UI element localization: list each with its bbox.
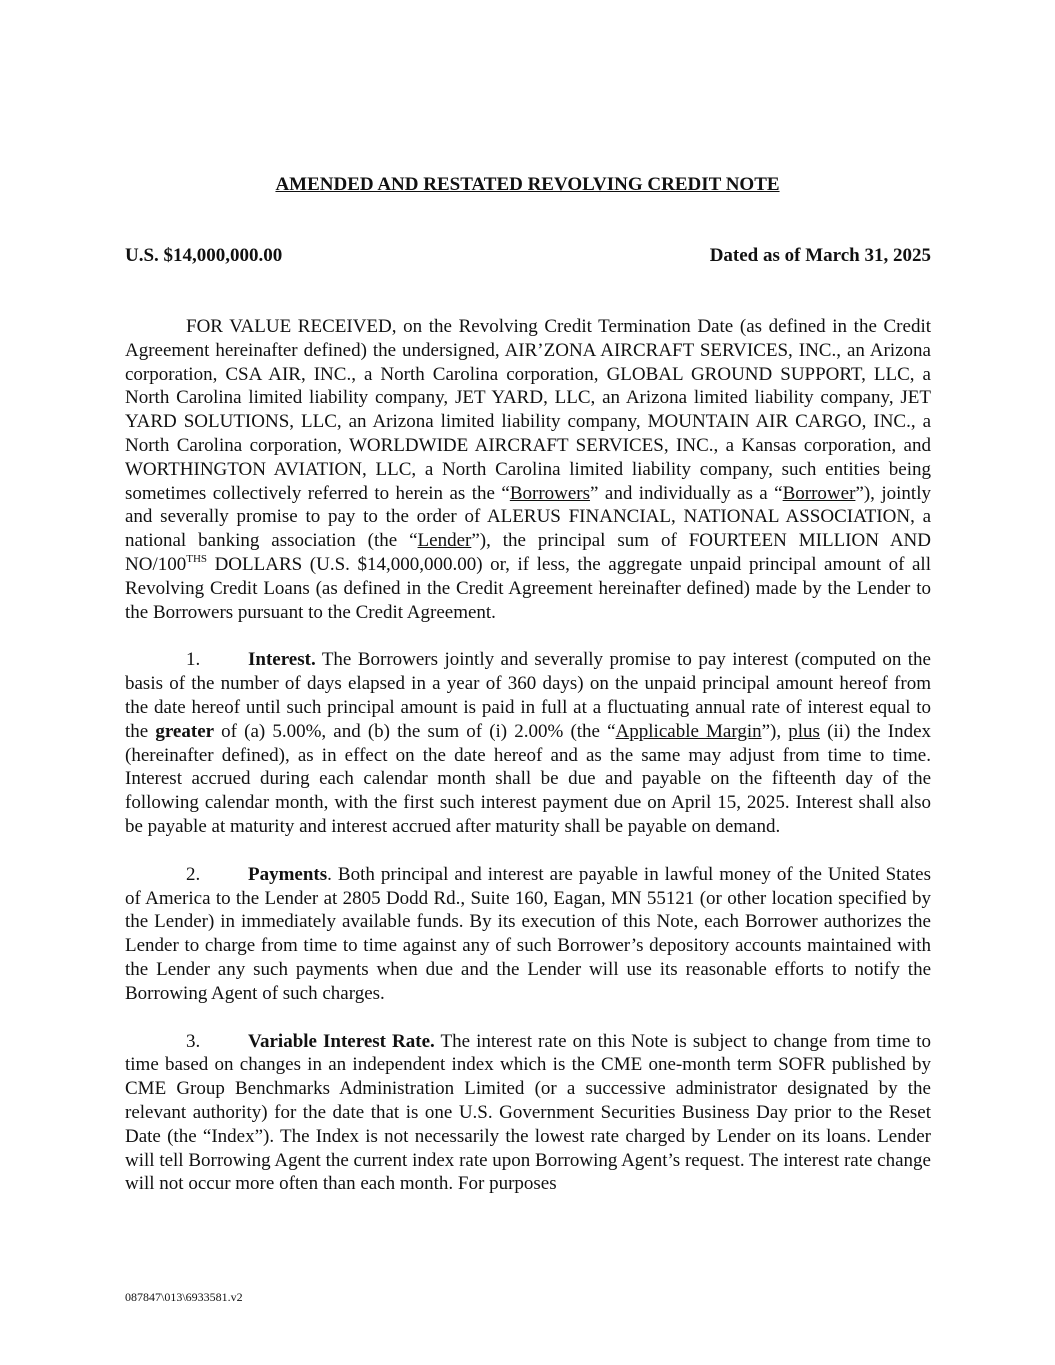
defined-term-lender: Lender <box>417 530 472 552</box>
page-title: AMENDED AND RESTATED REVOLVING CREDIT NOTE <box>275 174 780 195</box>
section-heading: Interest. <box>248 649 316 671</box>
preamble-text: FOR VALUE RECEIVED, on the Revolving Credit Termination Date (as defined in the Credit Agreement hereinafter defined) the undersigned, AIR’ZONA AIRCRAFT SERVICES, INC., an Arizona corporation, CSA AIR, INC., a North Carolina corporation, GLOBAL GROUND SUPPORT, LLC, a North Carolina limited liability company, JET YARD, LLC, an Arizona limited liability company, JET YARD SOLUTIONS, LLC, an Arizona limited liability company, MOUNTAIN AIR CARGO, INC., a North Carolina corporation, WORLDWIDE AIRCRAFT SERVICES, INC., a Kansas corporation, and WORTHINGTON AVIATION, LLC, a North Carolina limited liability company, such entities being sometimes collectively referred to herein as the “ <box>125 316 931 504</box>
section-text: ”), <box>761 720 789 742</box>
preamble-text: DOLLARS (U.S. $14,000,000.00) or, if less, the aggregate unpaid principal amount of all Revolving Credit Loans (as defined in the Credit Agreement hereinafter defined) made by the Lender to the Borrowers pursuant to the Credit Agreement. <box>125 553 931 623</box>
defined-term-applicable-margin: Applicable Margin <box>615 720 762 742</box>
section-interest <box>125 648 931 838</box>
section-text: (ii) the Index (hereinafter defined), as in effect on the date hereof and as the same may adjust from time to time. Interest accrued during each calendar month shall be due and payable on the fifteenth day of the following calendar month, with the first such interest payment due on April 15, 2025. Interest shall also be payable at maturity and interest accrued after maturity shall be payable on demand. <box>125 720 932 837</box>
preamble-text: ” and individually as a “ <box>590 482 783 504</box>
superscript-ths: THS <box>186 552 208 565</box>
section-variable-rate <box>125 1030 931 1197</box>
section-heading: Payments <box>248 863 328 885</box>
emphasis-plus: plus <box>788 720 820 742</box>
section-heading: Variable Interest Rate. <box>248 1030 435 1052</box>
section-number: 3. <box>186 1030 201 1052</box>
section-number: 1. <box>186 649 201 671</box>
preamble-text: ”), the principal sum of FOURTEEN MILLION AND NO/100 <box>125 530 931 575</box>
emphasis-greater: greater <box>155 720 215 742</box>
section-text: The interest rate on this Note is subject to change from time to time based on changes in an independent index which is the CME one-month term SOFR published by CME Group Benchmarks Administration Limited (or a successive administrator designated by the relevant authority) for the date that is one U.S. Government Securities Business Day prior to the Reset Date (the “Index”). The Index is not necessarily the lowest rate charged by Lender on its loans. Lender will tell Borrowing Agent the current index rate upon Borrowing Agent’s request. The interest rate change will not occur more often than each month. For purposes <box>125 1030 931 1195</box>
section-text: . Both principal and interest are payable in lawful money of the United States of America to the Lender at 2805 Dodd Rd., Suite 160, Eagan, MN 55121 (or other location specified by the Lender) in immediately available funds. By its execution of this Note, each Borrower authorizes the Lender to charge from time to time against any of such Borrower’s depository accounts maintained with the Lender any such payments when due and the Lender will use its reasonable efforts to notify the Borrowing Agent of such charges. <box>125 863 931 1004</box>
section-payments <box>125 863 931 1006</box>
section-text: of (a) 5.00%, and (b) the sum of (i) 2.00% (the “ <box>214 720 616 742</box>
section-text: The Borrowers jointly and severally promise to pay interest (computed on the basis of the number of days elapsed in a year of 360 days) on the unpaid principal amount hereof from the date hereof until such principal amount is paid in full at a fluctuating annual rate of interest equal to the <box>125 649 931 742</box>
note-body <box>125 315 931 1220</box>
document-id-footer: 087847\013\6933581.v2 <box>125 1290 243 1304</box>
defined-term-borrowers: Borrowers <box>509 482 591 504</box>
preamble-paragraph <box>125 315 931 624</box>
preamble-text: ”), jointly and severally promise to pay to the order of ALERUS FINANCIAL, NATIONAL ASSOCIATION, a national banking association (the “ <box>125 482 931 552</box>
section-number: 2. <box>186 863 201 885</box>
defined-term-borrower: Borrower <box>782 482 856 504</box>
note-amount: U.S. $14,000,000.00 <box>125 245 283 266</box>
note-date: Dated as of March 31, 2025 <box>709 245 931 266</box>
